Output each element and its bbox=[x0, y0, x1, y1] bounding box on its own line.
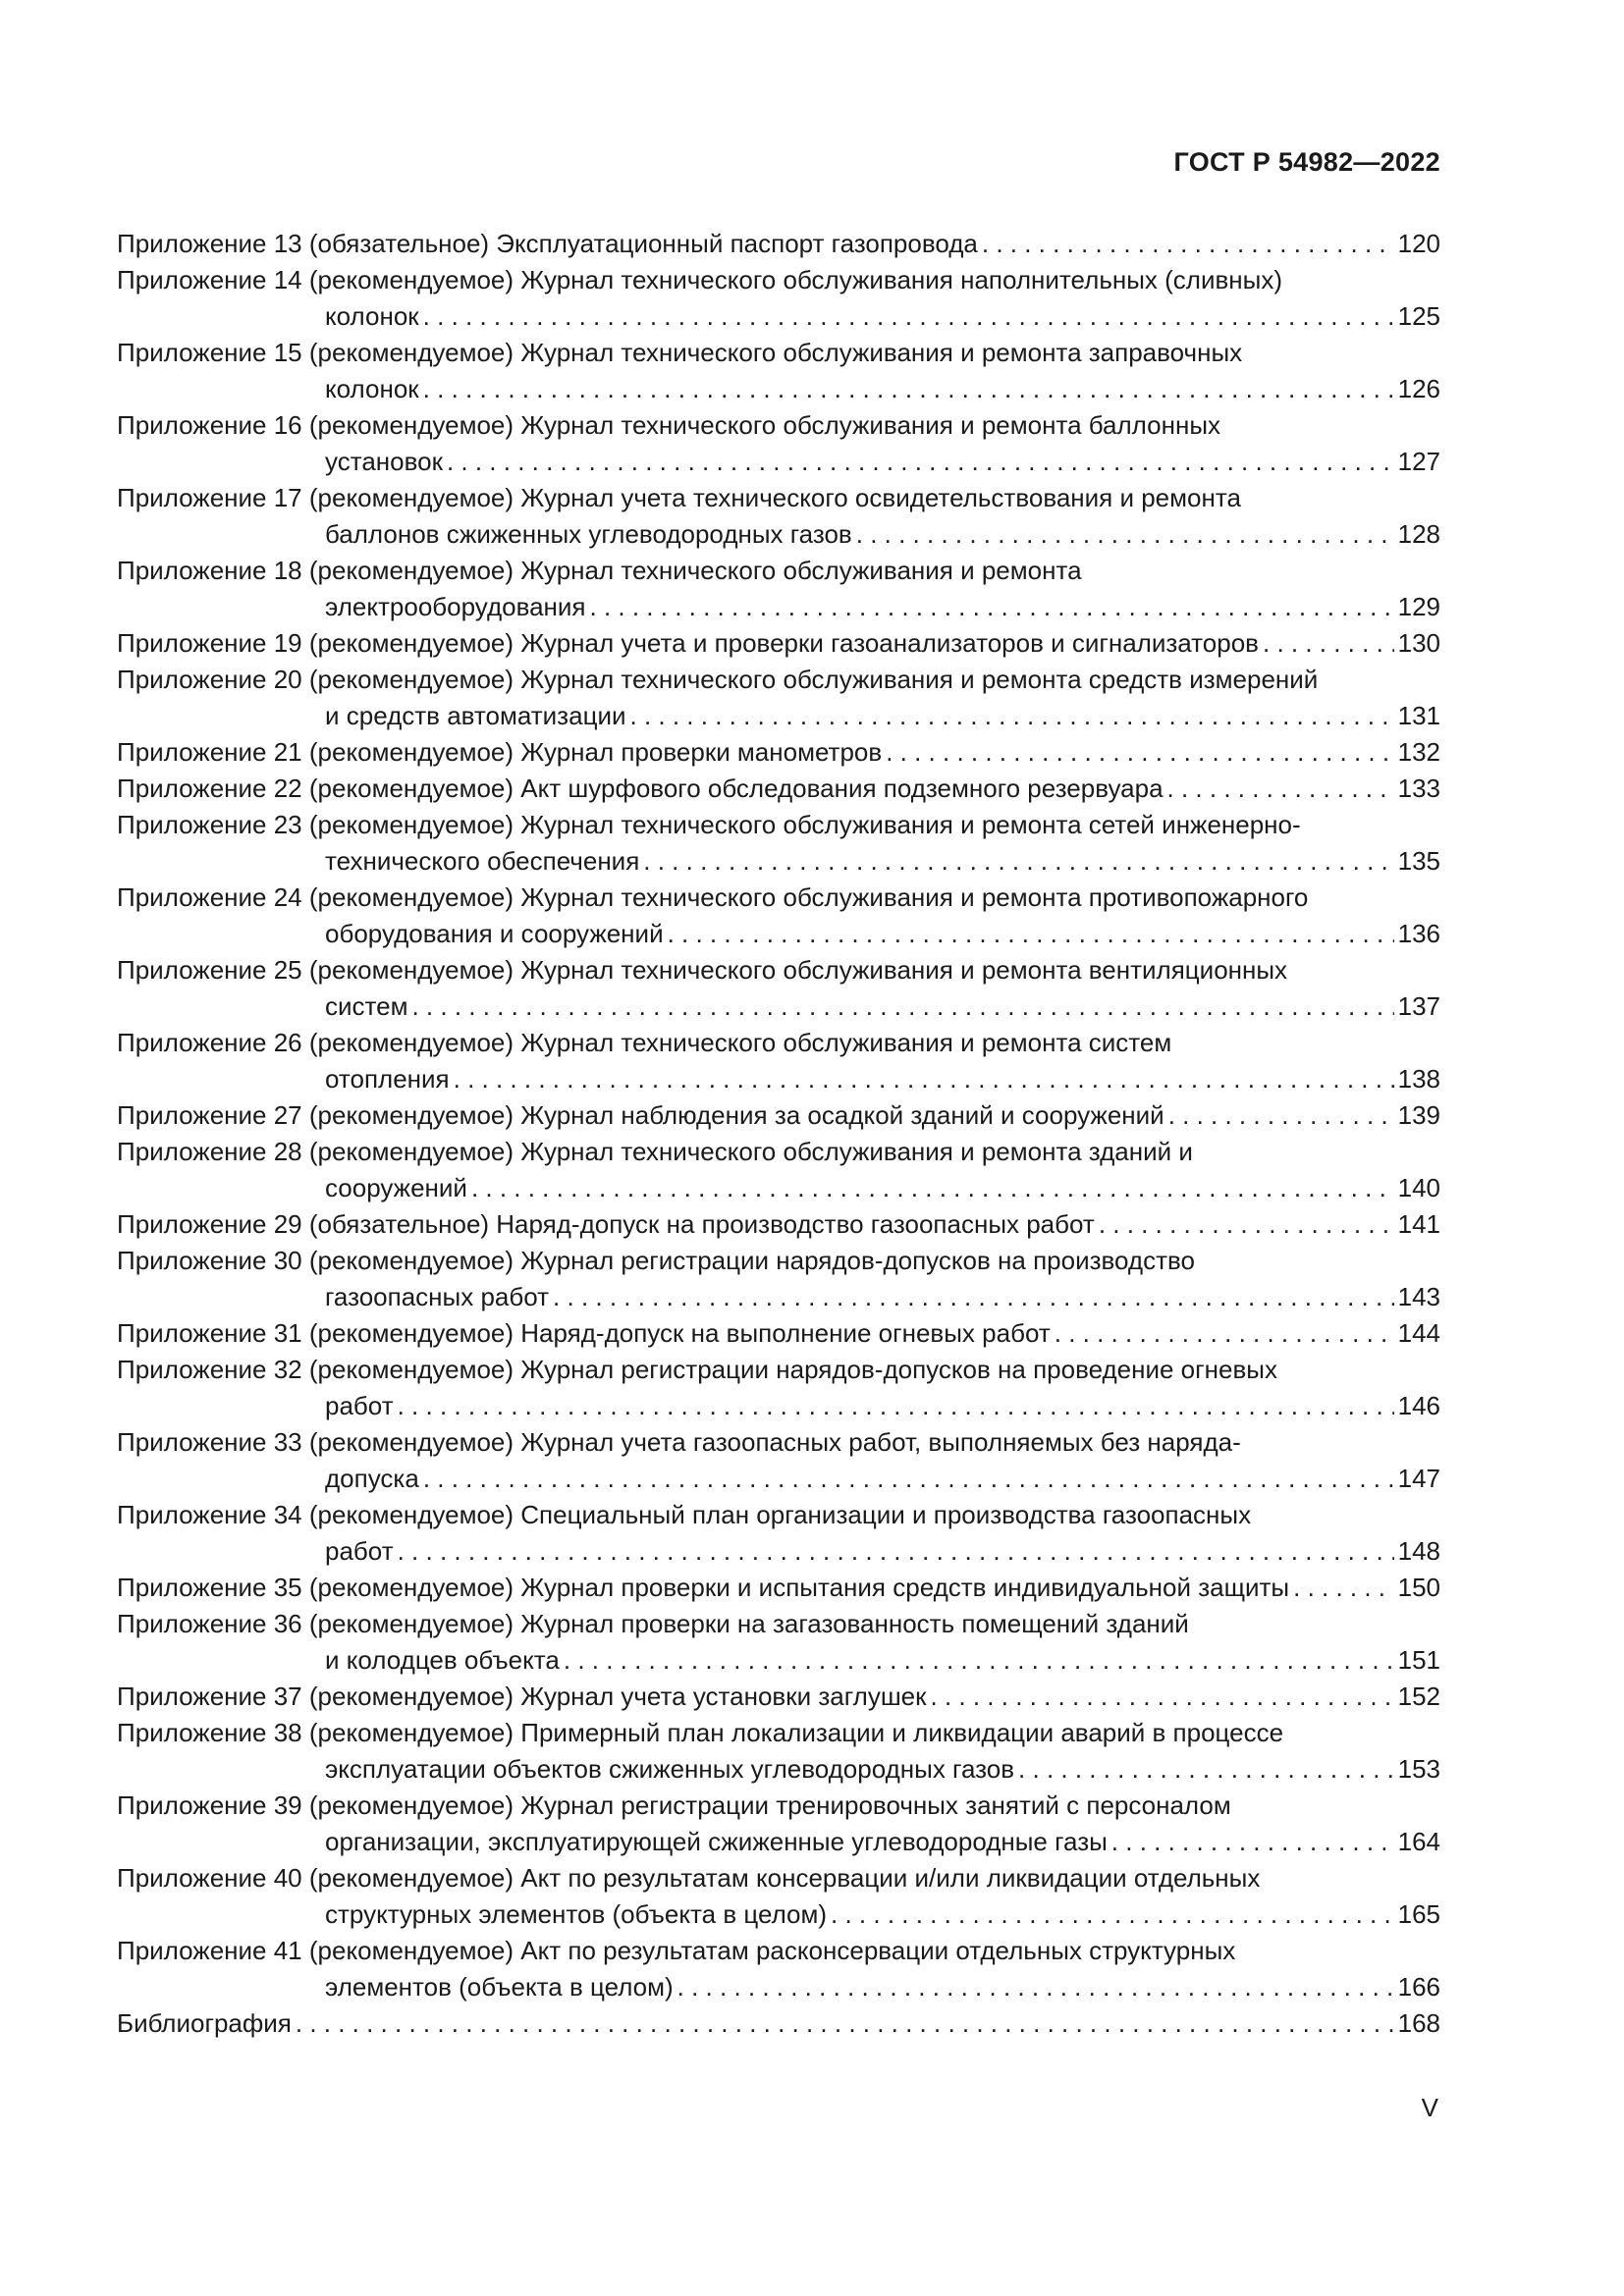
toc-entry-title bbox=[117, 880, 1440, 916]
toc-entry[interactable] bbox=[117, 1352, 1440, 1424]
toc-entry-page: 140 bbox=[1397, 1173, 1440, 1202]
dot-leader bbox=[1168, 1097, 1394, 1134]
toc-entry[interactable] bbox=[117, 807, 1440, 880]
dot-leader bbox=[677, 1969, 1394, 2005]
toc-entry[interactable] bbox=[117, 771, 1440, 807]
toc-entry-title bbox=[117, 480, 1440, 516]
toc-entry-text: Приложение 24 (рекомендуемое) Журнал технического обслуживания и ремонта противопожарного bbox=[117, 882, 1309, 912]
toc-entry-page: 131 bbox=[1397, 701, 1440, 730]
toc-entry[interactable] bbox=[117, 625, 1440, 662]
toc-entry-text: работ bbox=[325, 1536, 394, 1566]
toc-entry-page: 136 bbox=[1397, 919, 1440, 948]
toc-entry-text: Приложение 18 (рекомендуемое) Журнал технического обслуживания и ремонта bbox=[117, 556, 1082, 585]
toc-entry[interactable] bbox=[117, 407, 1440, 480]
toc-entry[interactable] bbox=[117, 1025, 1440, 1097]
toc-entry-page: 146 bbox=[1397, 1391, 1440, 1420]
toc-entry-page: 164 bbox=[1397, 1827, 1440, 1856]
toc-entry[interactable] bbox=[117, 1315, 1440, 1352]
toc-entry-text: Приложение 31 (рекомендуемое) Наряд-допуск на выполнение огневых работ bbox=[117, 1318, 1051, 1348]
toc-entry[interactable] bbox=[117, 1134, 1440, 1206]
toc-entry-text: Приложение 23 (рекомендуемое) Журнал технического обслуживания и ремонта сетей инженерно- bbox=[117, 810, 1301, 839]
toc-entry-text: газоопасных работ bbox=[325, 1282, 550, 1311]
toc-entry-page: 148 bbox=[1397, 1536, 1440, 1566]
toc-entry[interactable] bbox=[117, 1606, 1440, 1679]
toc-entry[interactable] bbox=[117, 1497, 1440, 1570]
dot-leader bbox=[1167, 771, 1394, 807]
toc-entry-title-continuation bbox=[117, 843, 1440, 880]
toc-entry-page: 152 bbox=[1397, 1682, 1440, 1711]
toc-entry-text: Приложение 16 (рекомендуемое) Журнал технического обслуживания и ремонта баллонных bbox=[117, 410, 1221, 440]
dot-leader bbox=[1055, 1315, 1394, 1352]
toc-entry[interactable] bbox=[117, 553, 1440, 625]
toc-entry-text: Приложение 28 (рекомендуемое) Журнал технического обслуживания и ремонта зданий и bbox=[117, 1137, 1193, 1166]
toc-entry-title bbox=[117, 1606, 1440, 1642]
dot-leader bbox=[553, 1279, 1394, 1315]
toc-entry-title bbox=[117, 226, 1440, 262]
toc-entry-text: эксплуатации объектов сжиженных углеводородных газов bbox=[325, 1754, 1015, 1784]
toc-entry[interactable] bbox=[117, 2005, 1440, 2042]
toc-entry-text: элементов (объекта в целом) bbox=[325, 1972, 674, 2002]
dot-leader bbox=[1018, 1751, 1394, 1788]
toc-entry-page: 165 bbox=[1397, 1899, 1440, 1929]
toc-entry-page: 130 bbox=[1397, 628, 1440, 658]
toc-entry[interactable] bbox=[117, 1860, 1440, 1933]
document-code: ГОСТ Р 54982—2022 bbox=[1173, 147, 1440, 177]
toc-entry-title bbox=[117, 1860, 1440, 1896]
toc-entry-page: 151 bbox=[1397, 1645, 1440, 1675]
toc-entry-title bbox=[117, 1134, 1440, 1170]
toc-entry-title-continuation bbox=[117, 516, 1440, 553]
toc-entry-page: 147 bbox=[1397, 1464, 1440, 1493]
dot-leader bbox=[423, 371, 1394, 407]
toc-entry-text: Приложение 40 (рекомендуемое) Акт по результатам консервации и/или ликвидации отдельных bbox=[117, 1863, 1261, 1893]
toc-entry-text: и средств автоматизации bbox=[325, 701, 626, 730]
toc-entry-text: Приложение 39 (рекомендуемое) Журнал регистрации тренировочных занятий с персоналом bbox=[117, 1790, 1231, 1820]
dot-leader bbox=[931, 1679, 1394, 1715]
toc-entry-page: 153 bbox=[1397, 1754, 1440, 1784]
toc-entry[interactable] bbox=[117, 335, 1440, 407]
dot-leader bbox=[590, 589, 1394, 625]
toc-entry-text: Приложение 38 (рекомендуемое) Примерный план локализации и ликвидации аварий в процессе bbox=[117, 1718, 1284, 1747]
toc-entry-page: 144 bbox=[1397, 1318, 1440, 1348]
toc-entry-title-continuation bbox=[117, 1896, 1440, 1933]
toc-entry-title bbox=[117, 952, 1440, 988]
toc-entry-text: и колодцев объекта bbox=[325, 1645, 560, 1675]
toc-entry-text: технического обеспечения bbox=[325, 846, 640, 876]
toc-entry-title bbox=[117, 1933, 1440, 1969]
toc-entry-text: баллонов сжиженных углеводородных газов bbox=[325, 519, 852, 549]
dot-leader bbox=[1099, 1206, 1394, 1243]
toc-entry-page: 126 bbox=[1397, 374, 1440, 403]
toc-entry-title-continuation bbox=[117, 444, 1440, 480]
toc-entry[interactable] bbox=[117, 480, 1440, 553]
toc-entry-text: Приложение 37 (рекомендуемое) Журнал учета установки заглушек bbox=[117, 1682, 927, 1711]
toc-entry-title-continuation bbox=[117, 1279, 1440, 1315]
toc-entry-text: Приложение 32 (рекомендуемое) Журнал регистрации нарядов-допусков на проведение огневых bbox=[117, 1355, 1277, 1384]
toc-entry-page: 132 bbox=[1397, 737, 1440, 767]
toc-entry-text: структурных элементов (объекта в целом) bbox=[325, 1899, 828, 1929]
toc-entry[interactable] bbox=[117, 1243, 1440, 1315]
toc-entry[interactable] bbox=[117, 1206, 1440, 1243]
toc-entry-text: Приложение 41 (рекомендуемое) Акт по результатам расконсервации отдельных структурных bbox=[117, 1936, 1236, 1965]
table-of-contents bbox=[117, 226, 1440, 2042]
toc-entry-page: 129 bbox=[1397, 592, 1440, 621]
toc-entry[interactable] bbox=[117, 226, 1440, 262]
toc-entry-title-continuation bbox=[117, 1533, 1440, 1570]
toc-entry-title bbox=[117, 1206, 1440, 1243]
toc-entry-text: Приложение 30 (рекомендуемое) Журнал регистрации нарядов-допусков на производство bbox=[117, 1246, 1195, 1275]
dot-leader bbox=[411, 988, 1393, 1025]
toc-entry-title-continuation bbox=[117, 371, 1440, 407]
toc-entry-title bbox=[117, 1788, 1440, 1824]
toc-entry-text: систем bbox=[325, 991, 408, 1021]
toc-entry-title-continuation bbox=[117, 589, 1440, 625]
toc-entry[interactable] bbox=[117, 880, 1440, 952]
toc-entry-title bbox=[117, 1352, 1440, 1388]
toc-entry-page: 127 bbox=[1397, 447, 1440, 476]
toc-entry-title bbox=[117, 771, 1440, 807]
toc-entry[interactable] bbox=[117, 1424, 1440, 1497]
toc-entry-text: колонок bbox=[325, 374, 419, 403]
toc-entry-title-continuation bbox=[117, 916, 1440, 952]
toc-entry-title bbox=[117, 2005, 1440, 2042]
toc-entry-page: 166 bbox=[1397, 1972, 1440, 2002]
toc-entry-text: Приложение 19 (рекомендуемое) Журнал учета и проверки газоанализаторов и сигнализаторов bbox=[117, 628, 1259, 658]
page-number: V bbox=[1421, 2093, 1438, 2122]
toc-entry-title bbox=[117, 1424, 1440, 1461]
toc-entry-text: Приложение 15 (рекомендуемое) Журнал технического обслуживания и ремонта заправочных bbox=[117, 338, 1243, 367]
toc-entry-title bbox=[117, 1715, 1440, 1751]
toc-entry-text: Приложение 33 (рекомендуемое) Журнал учета газоопасных работ, выполняемых без наряда- bbox=[117, 1427, 1241, 1457]
toc-entry-text: Библиография bbox=[117, 2008, 292, 2038]
dot-leader bbox=[982, 226, 1394, 262]
toc-entry[interactable] bbox=[117, 1570, 1440, 1606]
toc-entry-title bbox=[117, 1025, 1440, 1061]
toc-entry-title bbox=[117, 734, 1440, 771]
toc-entry-title bbox=[117, 662, 1440, 698]
toc-entry-page: 139 bbox=[1397, 1100, 1440, 1130]
toc-entry-title-continuation bbox=[117, 1061, 1440, 1097]
toc-entry-text: допуска bbox=[325, 1464, 419, 1493]
toc-entry-page: 120 bbox=[1397, 229, 1440, 258]
toc-entry-title-continuation bbox=[117, 1461, 1440, 1497]
toc-entry-page: 135 bbox=[1397, 846, 1440, 876]
toc-entry-page: 137 bbox=[1397, 991, 1440, 1021]
toc-entry-title bbox=[117, 1679, 1440, 1715]
toc-entry-title-continuation bbox=[117, 988, 1440, 1025]
toc-entry-page: 128 bbox=[1397, 519, 1440, 549]
toc-entry-text: Приложение 36 (рекомендуемое) Журнал проверки на загазованность помещений зданий bbox=[117, 1609, 1189, 1638]
toc-entry-text: Приложение 26 (рекомендуемое) Журнал технического обслуживания и ремонта систем bbox=[117, 1028, 1172, 1057]
toc-entry-page: 141 bbox=[1397, 1209, 1440, 1239]
toc-entry-text: установок bbox=[325, 447, 443, 476]
toc-entry-title-continuation bbox=[117, 698, 1440, 734]
toc-entry-text: Приложение 27 (рекомендуемое) Журнал наблюдения за осадкой зданий и сооружений bbox=[117, 1100, 1164, 1130]
dot-leader bbox=[423, 1461, 1394, 1497]
dot-leader bbox=[1293, 1570, 1393, 1606]
dot-leader bbox=[423, 298, 1394, 335]
toc-entry-text: электрооборудования bbox=[325, 592, 586, 621]
toc-entry-title bbox=[117, 1497, 1440, 1533]
toc-entry[interactable] bbox=[117, 1097, 1440, 1134]
toc-entry-text: Приложение 13 (обязательное) Эксплуатационный паспорт газопровода bbox=[117, 229, 978, 258]
dot-leader bbox=[471, 1170, 1394, 1206]
toc-entry-text: отопления bbox=[325, 1064, 450, 1094]
toc-entry-page: 138 bbox=[1397, 1064, 1440, 1094]
toc-entry[interactable] bbox=[117, 952, 1440, 1025]
dot-leader bbox=[398, 1388, 1394, 1424]
dot-leader bbox=[831, 1896, 1394, 1933]
toc-entry-text: Приложение 25 (рекомендуемое) Журнал технического обслуживания и ремонта вентиляционных bbox=[117, 955, 1288, 985]
dot-leader bbox=[447, 444, 1394, 480]
dot-leader bbox=[1263, 625, 1394, 662]
toc-entry-text: Приложение 14 (рекомендуемое) Журнал технического обслуживания наполнительных (сливных) bbox=[117, 265, 1282, 294]
dot-leader bbox=[296, 2005, 1394, 2042]
toc-entry-text: организации, эксплуатирующей сжиженные углеводородные газы bbox=[325, 1827, 1108, 1856]
toc-entry[interactable] bbox=[117, 262, 1440, 335]
dot-leader bbox=[668, 916, 1394, 952]
toc-entry-title-continuation bbox=[117, 1969, 1440, 2005]
toc-entry-title-continuation bbox=[117, 1170, 1440, 1206]
toc-entry-page: 125 bbox=[1397, 301, 1440, 331]
toc-entry-page: 168 bbox=[1397, 2008, 1440, 2038]
toc-entry[interactable] bbox=[117, 1788, 1440, 1860]
dot-leader bbox=[398, 1533, 1394, 1570]
toc-entry-text: сооружений bbox=[325, 1173, 467, 1202]
toc-entry-title bbox=[117, 1243, 1440, 1279]
toc-entry-title-continuation bbox=[117, 1751, 1440, 1788]
toc-entry-page: 150 bbox=[1397, 1573, 1440, 1602]
toc-entry-title bbox=[117, 625, 1440, 662]
dot-leader bbox=[856, 516, 1394, 553]
toc-entry[interactable] bbox=[117, 1933, 1440, 2005]
toc-entry-title bbox=[117, 407, 1440, 444]
toc-entry-title-continuation bbox=[117, 1642, 1440, 1679]
dot-leader bbox=[564, 1642, 1394, 1679]
toc-entry-title-continuation bbox=[117, 1824, 1440, 1860]
toc-entry-page: 133 bbox=[1397, 774, 1440, 803]
toc-entry[interactable] bbox=[117, 1679, 1440, 1715]
dot-leader bbox=[630, 698, 1394, 734]
toc-entry-text: колонок bbox=[325, 301, 419, 331]
toc-entry-text: Приложение 35 (рекомендуемое) Журнал проверки и испытания средств индивидуальной защиты bbox=[117, 1573, 1290, 1602]
toc-entry-title-continuation bbox=[117, 1388, 1440, 1424]
toc-entry-title-continuation bbox=[117, 298, 1440, 335]
dot-leader bbox=[454, 1061, 1394, 1097]
toc-entry[interactable] bbox=[117, 1715, 1440, 1788]
toc-entry[interactable] bbox=[117, 734, 1440, 771]
toc-entry-text: Приложение 34 (рекомендуемое) Специальный план организации и производства газоопасных bbox=[117, 1500, 1252, 1529]
toc-entry-title bbox=[117, 1570, 1440, 1606]
dot-leader bbox=[886, 734, 1393, 771]
toc-entry-text: оборудования и сооружений bbox=[325, 919, 664, 948]
toc-entry-title bbox=[117, 1315, 1440, 1352]
dot-leader bbox=[643, 843, 1393, 880]
toc-entry-text: Приложение 21 (рекомендуемое) Журнал проверки манометров bbox=[117, 737, 883, 767]
toc-entry-title bbox=[117, 553, 1440, 589]
toc-entry[interactable] bbox=[117, 662, 1440, 734]
toc-entry-title bbox=[117, 335, 1440, 371]
toc-entry-text: Приложение 20 (рекомендуемое) Журнал технического обслуживания и ремонта средств измерений bbox=[117, 665, 1319, 694]
toc-entry-text: работ bbox=[325, 1391, 394, 1420]
toc-entry-page: 143 bbox=[1397, 1282, 1440, 1311]
toc-entry-text: Приложение 22 (рекомендуемое) Акт шурфового обследования подземного резервуара bbox=[117, 774, 1164, 803]
toc-entry-title bbox=[117, 807, 1440, 843]
toc-entry-title bbox=[117, 1097, 1440, 1134]
toc-entry-text: Приложение 17 (рекомендуемое) Журнал учета технического освидетельствования и ремонта bbox=[117, 483, 1241, 512]
toc-entry-text: Приложение 29 (обязательное) Наряд-допуск на производство газоопасных работ bbox=[117, 1209, 1095, 1239]
toc-entry-title bbox=[117, 262, 1440, 298]
dot-leader bbox=[1111, 1824, 1394, 1860]
